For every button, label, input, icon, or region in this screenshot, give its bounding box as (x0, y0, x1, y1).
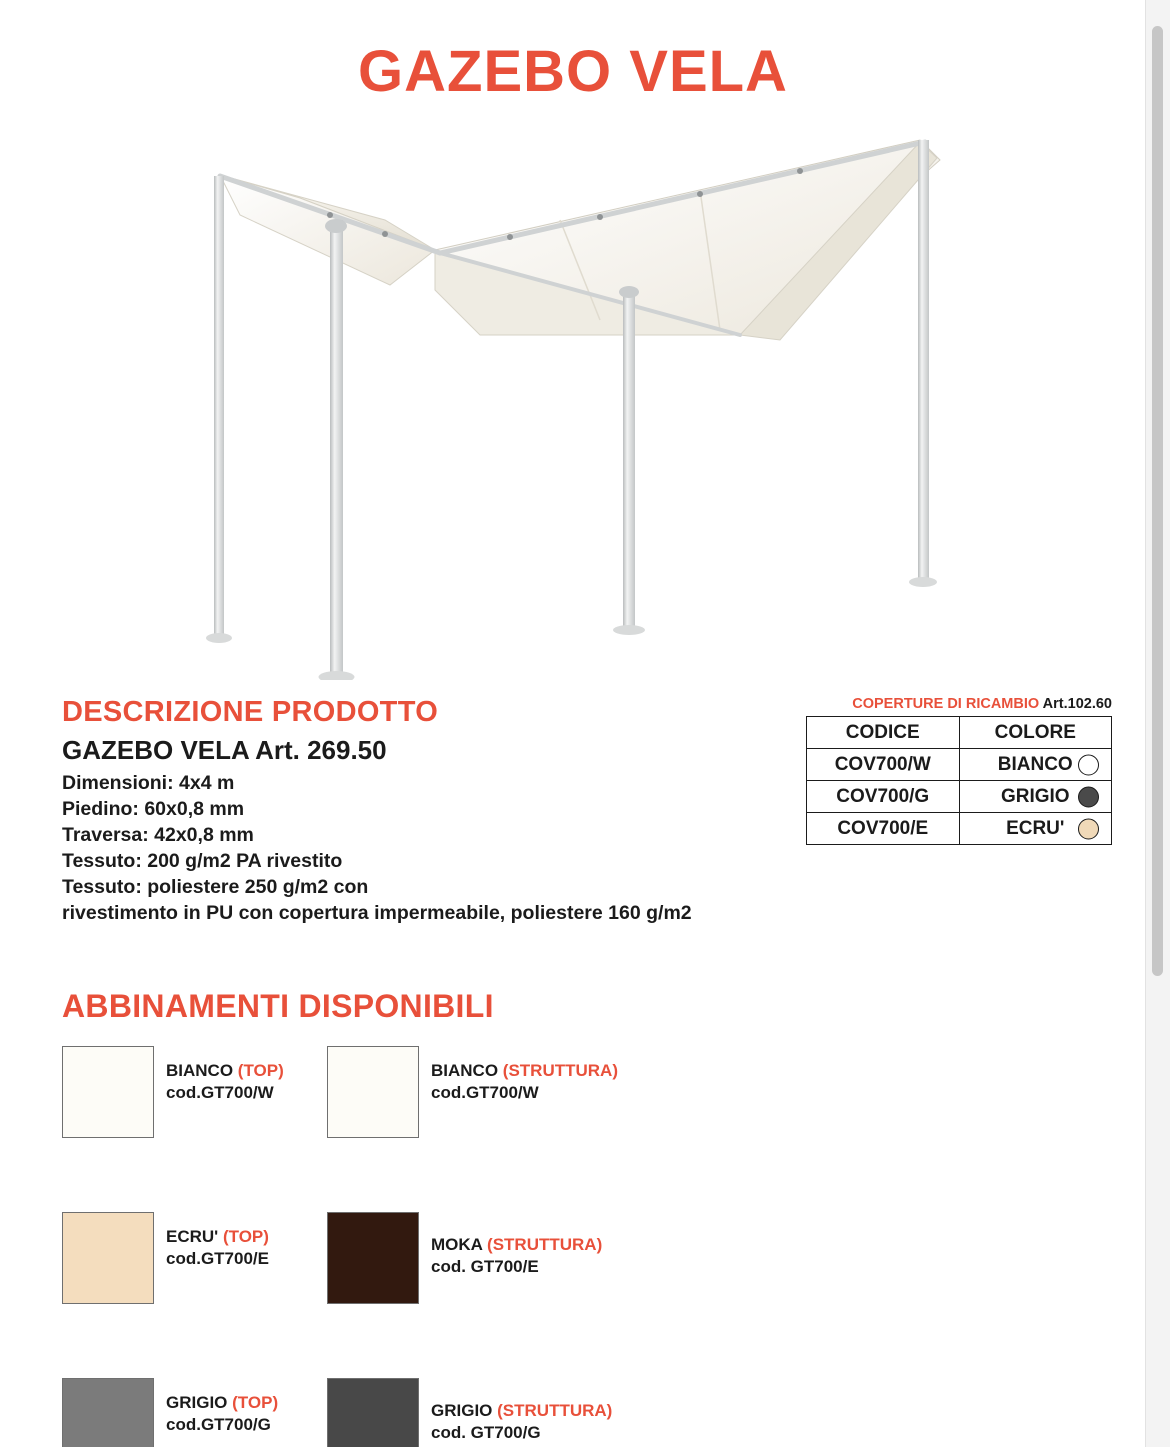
combination-code: cod. GT700/E (431, 1257, 539, 1276)
combination-row (62, 1212, 762, 1342)
cell-codice: COV700/W (807, 749, 960, 781)
combination-code: cod. GT700/G (431, 1423, 541, 1442)
cell-colore (959, 813, 1112, 845)
combination-color-label: GRIGIO (431, 1401, 493, 1420)
table-row (807, 781, 1112, 813)
color-swatch-grigio-icon (1078, 786, 1099, 807)
description-line-tessuto-1: Tessuto: 200 g/m2 PA rivestito (62, 850, 343, 872)
combination-row (62, 1378, 762, 1447)
combination-code: cod.GT700/W (166, 1083, 274, 1102)
combination-role-label: (STRUTTURA) (487, 1235, 603, 1254)
combination-code: cod.GT700/G (166, 1415, 271, 1434)
color-swatch-ecru-top (62, 1212, 154, 1304)
combination-name (431, 1060, 651, 1082)
combination-role-label: (STRUTTURA) (497, 1401, 613, 1420)
combination-color-label: ECRU' (166, 1227, 219, 1246)
description-model: GAZEBO VELA Art. 269.50 (62, 735, 387, 765)
column-header-colore: COLORE (959, 717, 1112, 749)
description-line-dimensioni: Dimensioni: 4x4 m (62, 772, 235, 794)
replacement-covers-caption (806, 696, 1112, 712)
combination-color-label: MOKA (431, 1235, 483, 1254)
description-line-rivestimento: rivestimento in PU con copertura impermeabile, poliestere 160 g/m2 (62, 902, 692, 924)
color-swatch-ecru-icon (1078, 818, 1099, 839)
combination-role-label: (TOP) (232, 1393, 279, 1412)
product-description-block (62, 696, 782, 926)
scrollbar-thumb[interactable] (1152, 26, 1163, 976)
description-line-traversa: Traversa: 42x0,8 mm (62, 824, 254, 846)
cell-colore-label: BIANCO (997, 753, 1073, 775)
color-swatch-bianco-struttura (327, 1046, 419, 1138)
color-swatch-grigio-struttura (327, 1378, 419, 1447)
combination-role-label: (TOP) (237, 1061, 284, 1080)
color-swatch-bianco-icon (1078, 754, 1099, 775)
combination-color-label: GRIGIO (166, 1393, 228, 1412)
combination-code: cod.GT700/W (431, 1083, 539, 1102)
color-swatch-bianco-top (62, 1046, 154, 1138)
gazebo-illustration (180, 120, 980, 680)
table-row (807, 813, 1112, 845)
cell-colore-label: GRIGIO (1000, 785, 1070, 807)
replacement-covers-caption-label: COPERTURE DI RICAMBIO (852, 696, 1040, 712)
description-heading: DESCRIZIONE PRODOTTO (62, 696, 439, 728)
combinations-heading: ABBINAMENTI DISPONIBILI (62, 988, 494, 1024)
combination-color-label: BIANCO (166, 1061, 234, 1080)
replacement-covers-block (806, 696, 1112, 845)
table-header-row (807, 717, 1112, 749)
description-line-tessuto-2: Tessuto: poliestere 250 g/m2 con (62, 876, 369, 898)
cell-codice: COV700/E (807, 813, 960, 845)
combination-role-label: (TOP) (222, 1227, 269, 1246)
page-title: GAZEBO VELA (358, 39, 788, 104)
replacement-covers-table (806, 716, 1112, 845)
combination-code: cod.GT700/E (166, 1249, 269, 1268)
cell-colore-label: ECRU' (1006, 817, 1065, 839)
column-header-codice: CODICE (807, 717, 960, 749)
combination-row (62, 1046, 762, 1176)
combination-text (431, 1400, 651, 1444)
cell-colore (959, 749, 1112, 781)
combinations-grid (62, 1046, 762, 1447)
combination-text (431, 1060, 651, 1104)
description-line-piedino: Piedino: 60x0,8 mm (62, 798, 245, 820)
combination-name (431, 1234, 651, 1256)
combination-role-label: (STRUTTURA) (502, 1061, 618, 1080)
combination-name (431, 1400, 651, 1422)
page-scrollbar[interactable] (1145, 0, 1170, 1447)
replacement-covers-caption-art: Art.102.60 (1042, 696, 1112, 712)
table-row (807, 749, 1112, 781)
color-swatch-moka-struttura (327, 1212, 419, 1304)
combination-color-label: BIANCO (431, 1061, 499, 1080)
color-swatch-grigio-top (62, 1378, 154, 1447)
cell-colore (959, 781, 1112, 813)
combination-text (431, 1234, 651, 1278)
cell-codice: COV700/G (807, 781, 960, 813)
